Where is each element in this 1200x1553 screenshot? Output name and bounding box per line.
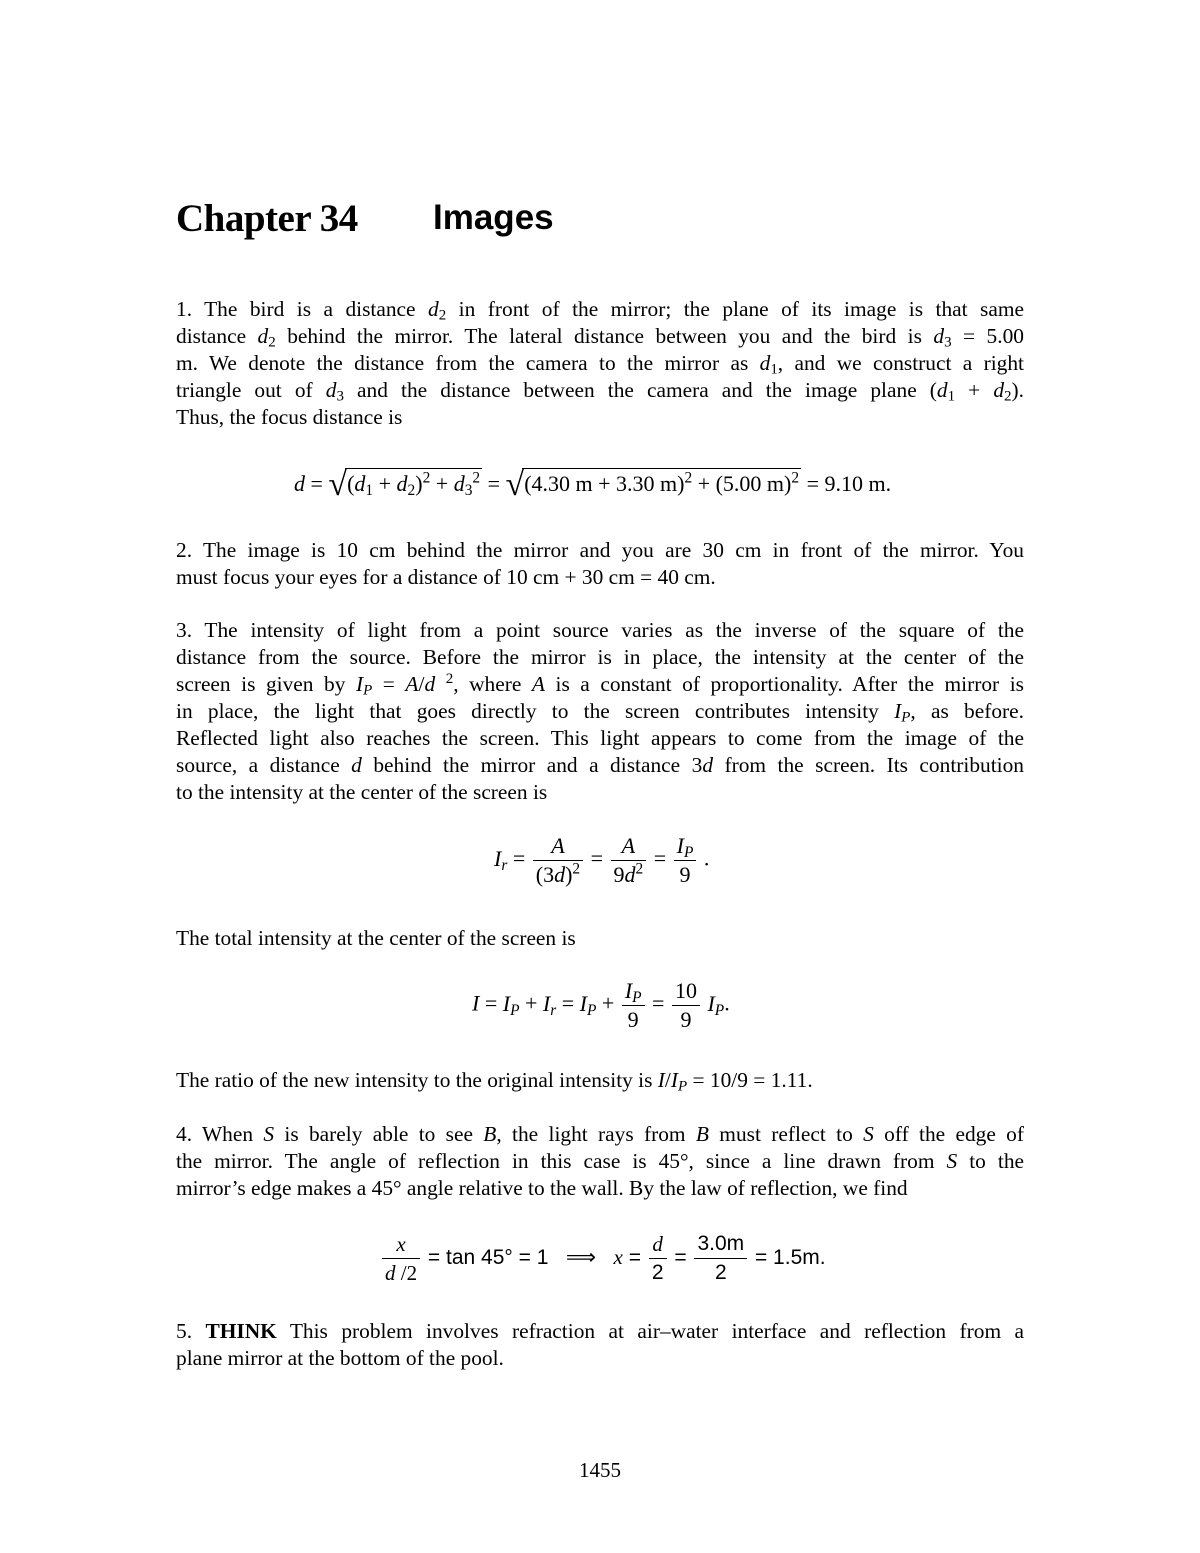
- paragraph-line: 5. THINK This problem involves refraction at air–water interface and reflection from a: [176, 1319, 1025, 1343]
- paragraph-line: the mirror. The angle of reflection in this case is 45°, since a line drawn from S to the: [176, 1149, 1025, 1173]
- page-number: 1455: [579, 1458, 621, 1482]
- paragraph-line: plane mirror at the bottom of the pool.: [176, 1346, 504, 1370]
- paragraph-line: The ratio of the new intensity to the original intensity is $I/I_P = 10/9 = 1.11$.: [176, 1068, 813, 1095]
- paragraph-line: mirror’s edge makes a 45° angle relative to the wall. By the law of reflection, we find: [176, 1176, 908, 1200]
- paragraph-line: screen is given by $I_P = A/d$ $^2$, where A is a constant of proportionality. After the mirror is: [176, 670, 1024, 699]
- paragraph-line: 1. The bird is a distance $d_2$ in front of the mirror; the plane of its image is that same: [176, 297, 1024, 324]
- equation-focus-distance: $d = √(d_1 + d_2)^2 + d_3^2 = √(4.30$ m + 3.30 m)$^2$ + (5.00 m)$^2$ = 9.10 m.: [294, 466, 892, 503]
- paragraph-line: 3. The intensity of light from a point source varies as the inverse of the square of the: [176, 618, 1024, 642]
- paragraph-line: in place, the light that goes directly to the screen contributes intensity $I_P$, as before.: [176, 699, 1024, 726]
- paragraph-line: must focus your eyes for a distance of 10 cm + 30 cm = 40 cm.: [176, 565, 716, 589]
- problem-5-text: [176, 1318, 1024, 1372]
- paragraph-line: 2. The image is 10 cm behind the mirror and you are 30 cm in front of the mirror. You: [176, 538, 1024, 562]
- ratio-line: [176, 1067, 1024, 1094]
- paragraph-line: to the intensity at the center of the screen is: [176, 780, 548, 804]
- paragraph-line: triangle out of $d_3$ and the distance between the camera and the image plane $(d_1 + d_2)$.: [176, 378, 1025, 405]
- paragraph-line: source, a distance d behind the mirror and a distance 3d from the screen. Its contribution: [176, 753, 1024, 777]
- total-intensity-line: [176, 925, 1024, 952]
- problem-2-text: [176, 537, 1024, 591]
- paragraph-line: Thus, the focus distance is: [176, 405, 403, 429]
- chapter-title: Images: [433, 198, 554, 237]
- equation-mirror-edge: $\frac{x}{d /2}$ = tan 45° = 1 ⟹ x = $\frac{d}{2}$ = $\frac{3.0m}{2}$ = 1.5m.: [380, 1230, 826, 1287]
- paragraph-line: The total intensity at the center of the screen is: [176, 926, 576, 950]
- paragraph-line: m. We denote the distance from the camera to the mirror as $d_1$, and we construct a right: [176, 351, 1024, 378]
- equation-reflected-intensity: $I_r$ = $\frac{A}{(3d)^2}$ = $\frac{A}{9d^2}$ = $\frac{I_P}{9}$ .: [494, 833, 710, 887]
- equation-total-intensity: $I = I_P + I_r = I_P$ + $\frac{I_P}{9}$ = $\frac{10}{9}$ $I_P$.: [472, 978, 730, 1032]
- problem-1-text: [176, 296, 1024, 431]
- paragraph-line: distance from the source. Before the mirror is in place, the intensity at the center of the: [176, 645, 1024, 669]
- problem-3-text: [176, 617, 1024, 806]
- paragraph-line: distance $d_2$ behind the mirror. The lateral distance between you and the bird is $d_3 = 5.00$: [176, 324, 1024, 351]
- problem-4-text: [176, 1121, 1024, 1202]
- chapter-number: Chapter 34: [176, 197, 358, 240]
- paragraph-line: Reflected light also reaches the screen. This light appears to come from the image of the: [176, 726, 1024, 750]
- paragraph-line: 4. When S is barely able to see B, the light rays from B must reflect to S off the edge of: [176, 1122, 1024, 1146]
